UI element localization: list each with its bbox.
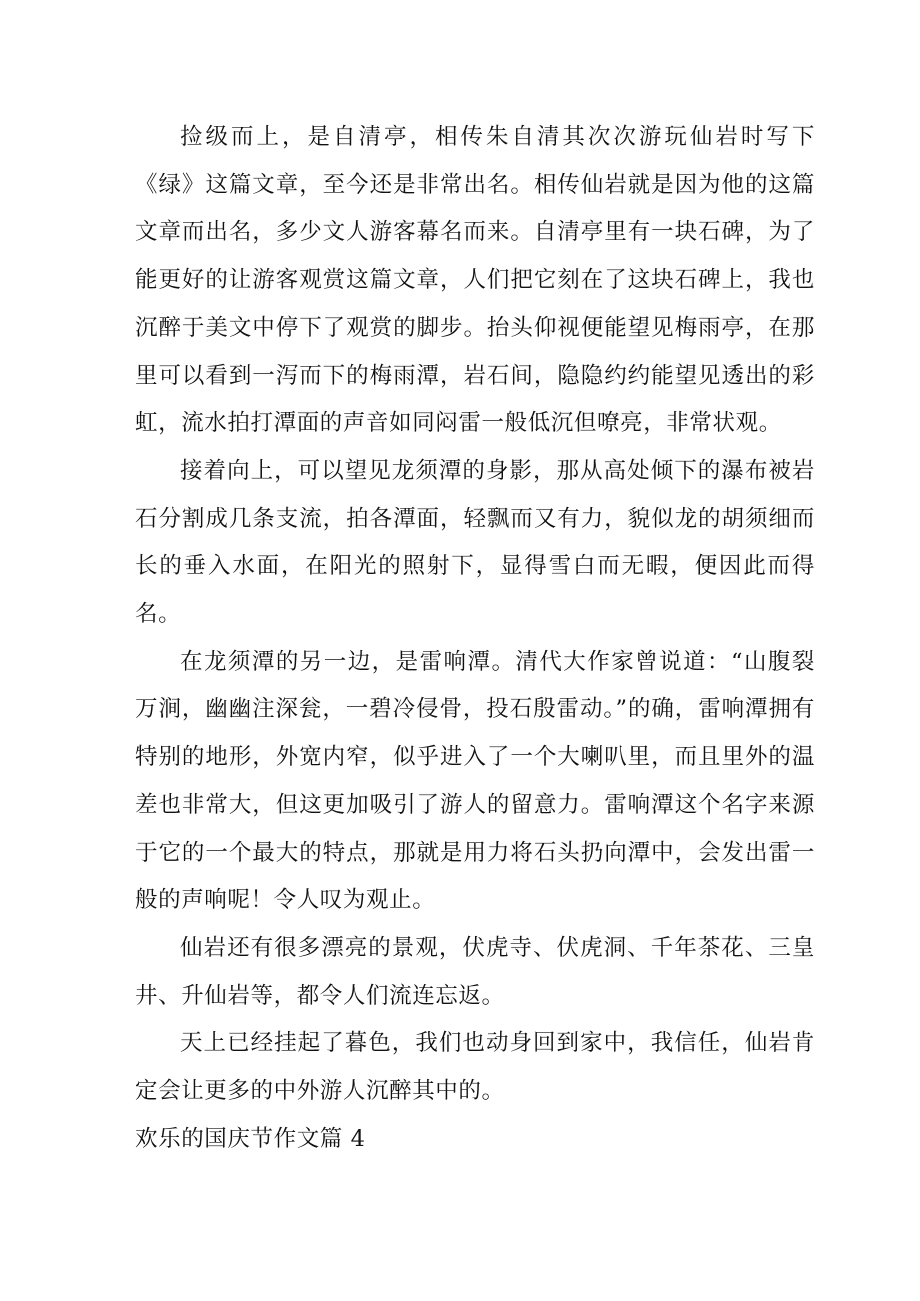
document-body (135, 114, 815, 1163)
paragraph-xianyan-scenery: 仙岩还有很多漂亮的景观，伏虎寺、伏虎洞、千年茶花、三皇井、升仙岩等，都令人们流连忘返。 (135, 934, 815, 1009)
paragraph-longxu-pool: 接着向上，可以望见龙须潭的身影，那从高处倾下的瀑布被岩石分割成几条支流，拍各潭面，轻飘而又有力，貌似龙的胡须细而长的垂入水面，在阳光的照射下，显得雪白而无暇，便因此而得名。 (135, 457, 815, 628)
paragraph-ziqing-pavilion: 捡级而上，是自清亭，相传朱自清其次次游玩仙岩时写下《绿》这篇文章，至今还是非常出名。相传仙岩就是因为他的这篇文章而出名，多少文人游客幕名而来。自清亭里有一块石碑，为了能更好的让游客观赏这篇文章，人们把它刻在了这块石碑上，我也沉醉于美文中停下了观赏的脚步。抬头仰视便能望见梅雨亭，在那里可以看到一泻而下的梅雨潭，岩石间，隐隐约约能望见透出的彩虹，流水拍打潭面的声音如同闷雷一般低沉但嘹亮，非常状观。 (135, 124, 815, 437)
section-heading: 欢乐的国庆节作文篇 4 (135, 1125, 366, 1152)
paragraph-evening-return: 天上已经挂起了暮色，我们也动身回到家中，我信任，仙岩肯定会让更多的中外游人沉醉其中的。 (135, 1030, 815, 1105)
paragraph-leixiang-pool: 在龙须潭的另一边，是雷响潭。清代大作家曾说道：“山腹裂万涧，幽幽注深瓮，一碧冷侵骨，投石殷雷动。”的确，雷响潭拥有特别的地形，外宽内窄，似乎进入了一个大喇叭里，而且里外的温差也非常大，但这更加吸引了游人的留意力。雷响潭这个名字来源于它的一个最大的特点，那就是用力将石头扔向潭中，会发出雷一般的声响呢！令人叹为观止。 (135, 648, 815, 914)
